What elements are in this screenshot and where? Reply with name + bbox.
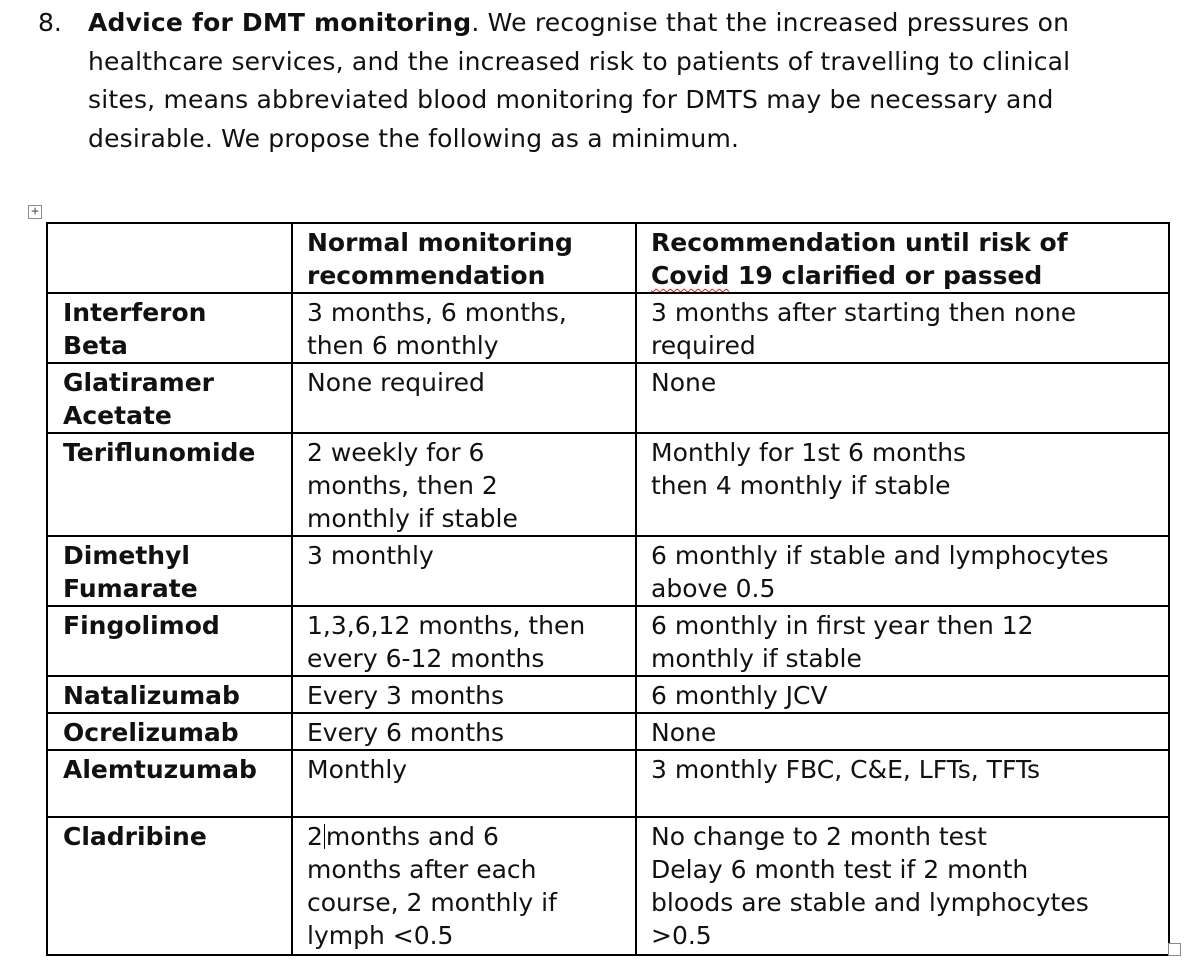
drug-name-line: Dimethyl bbox=[63, 541, 190, 570]
normal-monitoring-line: 3 monthly bbox=[307, 541, 434, 570]
table-resize-handle-icon[interactable] bbox=[1168, 943, 1181, 956]
normal-monitoring-cell[interactable] bbox=[292, 433, 636, 536]
header-covid-line-2 bbox=[651, 259, 1162, 292]
table-row bbox=[47, 713, 1169, 750]
covid-recommendation-cell[interactable] bbox=[636, 817, 1169, 955]
covid-recommendation-line: None bbox=[651, 368, 717, 397]
covid-recommendation-line: then 4 monthly if stable bbox=[651, 471, 951, 500]
table-row bbox=[47, 676, 1169, 713]
drug-name-cell[interactable] bbox=[47, 293, 292, 363]
normal-monitoring-line: course, 2 monthly if bbox=[307, 888, 557, 917]
covid-recommendation-cell[interactable] bbox=[636, 713, 1169, 750]
table-row bbox=[47, 750, 1169, 817]
drug-name-line: Fumarate bbox=[63, 574, 198, 603]
covid-recommendation-line: 6 monthly JCV bbox=[651, 681, 828, 710]
drug-name-line: Beta bbox=[63, 331, 128, 360]
header-normal-line-1: Normal monitoring bbox=[307, 228, 573, 257]
normal-first-suffix: months and 6 bbox=[325, 822, 499, 851]
table-move-handle-icon[interactable]: + bbox=[28, 205, 42, 219]
covid-recommendation-line: bloods are stable and lymphocytes bbox=[651, 888, 1089, 917]
paragraph-line-3: sites, means abbreviated blood monitoring for DMTS may be necessary and bbox=[88, 85, 1054, 114]
covid-recommendation-cell[interactable] bbox=[636, 750, 1169, 817]
drug-name-cell[interactable] bbox=[47, 713, 292, 750]
normal-monitoring-line: 2 weekly for 6 bbox=[307, 438, 485, 467]
table-row bbox=[47, 293, 1169, 363]
spellcheck-covid-word: Covid bbox=[651, 261, 730, 290]
drug-name-line: Acetate bbox=[63, 401, 172, 430]
covid-recommendation-line: >0.5 bbox=[651, 921, 712, 950]
drug-name-line: Natalizumab bbox=[63, 681, 240, 710]
normal-first-prefix: 2 bbox=[307, 822, 323, 851]
section-paragraph bbox=[88, 4, 1168, 158]
covid-recommendation-line: above 0.5 bbox=[651, 574, 776, 603]
covid-recommendation-line: Delay 6 month test if 2 month bbox=[651, 855, 1029, 884]
covid-recommendation-cell[interactable] bbox=[636, 536, 1169, 606]
table-row bbox=[47, 817, 1169, 955]
header-normal-line-2: recommendation bbox=[307, 261, 546, 290]
normal-monitoring-line: Monthly bbox=[307, 755, 408, 784]
normal-monitoring-line: monthly if stable bbox=[307, 504, 518, 533]
covid-recommendation-line: 6 monthly if stable and lymphocytes bbox=[651, 541, 1109, 570]
section-number: 8. bbox=[38, 8, 62, 37]
drug-name-cell[interactable] bbox=[47, 750, 292, 817]
drug-name-line: Teriflunomide bbox=[63, 438, 256, 467]
normal-monitoring-cell[interactable] bbox=[292, 676, 636, 713]
normal-monitoring-line: 1,3,6,12 months, then bbox=[307, 611, 586, 640]
drug-name-cell[interactable] bbox=[47, 817, 292, 955]
covid-recommendation-line: 3 monthly FBC, C&E, LFTs, TFTs bbox=[651, 755, 1041, 784]
header-covid-line-1: Recommendation until risk of bbox=[651, 228, 1068, 257]
heading-suffix: . bbox=[471, 8, 480, 37]
paragraph-line-2: healthcare services, and the increased risk to patients of travelling to clinical bbox=[88, 46, 1071, 76]
normal-monitoring-line: 3 months, 6 months, bbox=[307, 298, 567, 327]
normal-monitoring-cell[interactable] bbox=[292, 606, 636, 676]
drug-name-cell[interactable] bbox=[47, 536, 292, 606]
dmt-monitoring-table bbox=[46, 222, 1170, 956]
drug-name-line: Interferon bbox=[63, 298, 207, 327]
header-covid-line-2-rest: 19 clarified or passed bbox=[729, 261, 1043, 290]
section-heading: Advice for DMT monitoring bbox=[88, 8, 472, 37]
normal-monitoring-line: every 6-12 months bbox=[307, 644, 545, 673]
header-cell-empty[interactable] bbox=[47, 223, 292, 293]
covid-recommendation-cell[interactable] bbox=[636, 293, 1169, 363]
paragraph-line-1 bbox=[88, 4, 1168, 43]
covid-recommendation-line: No change to 2 month test bbox=[651, 822, 987, 851]
normal-monitoring-cell[interactable] bbox=[292, 817, 636, 955]
covid-recommendation-cell[interactable] bbox=[636, 363, 1169, 433]
covid-recommendation-cell[interactable] bbox=[636, 606, 1169, 676]
table-row bbox=[47, 606, 1169, 676]
normal-monitoring-line: Every 6 months bbox=[307, 718, 505, 747]
table-header-row bbox=[47, 223, 1169, 293]
normal-monitoring-line: then 6 monthly bbox=[307, 331, 499, 360]
paragraph-text-1: We recognise that the increased pressures on bbox=[479, 8, 1070, 37]
paragraph-line-4: desirable. We propose the following as a minimum. bbox=[88, 123, 740, 153]
normal-monitoring-line: lymph <0.5 bbox=[307, 921, 454, 950]
table-row bbox=[47, 536, 1169, 606]
drug-name-line: Glatiramer bbox=[63, 368, 215, 397]
normal-monitoring-line: months after each bbox=[307, 855, 537, 884]
normal-monitoring-cell[interactable] bbox=[292, 713, 636, 750]
header-covid-recommendation[interactable] bbox=[636, 223, 1169, 293]
header-normal-monitoring[interactable] bbox=[292, 223, 636, 293]
covid-recommendation-line: 3 months after starting then none bbox=[651, 298, 1077, 327]
normal-monitoring-cell[interactable] bbox=[292, 536, 636, 606]
covid-recommendation-line: Monthly for 1st 6 months bbox=[651, 438, 967, 467]
normal-monitoring-line: months, then 2 bbox=[307, 471, 498, 500]
covid-recommendation-cell[interactable] bbox=[636, 676, 1169, 713]
covid-recommendation-cell[interactable] bbox=[636, 433, 1169, 536]
drug-name-line: Cladribine bbox=[63, 822, 207, 851]
normal-monitoring-line bbox=[307, 820, 629, 853]
drug-name-cell[interactable] bbox=[47, 363, 292, 433]
drug-name-cell[interactable] bbox=[47, 433, 292, 536]
normal-monitoring-cell[interactable] bbox=[292, 363, 636, 433]
covid-recommendation-line: monthly if stable bbox=[651, 644, 862, 673]
normal-monitoring-line: None required bbox=[307, 368, 485, 397]
drug-name-line: Fingolimod bbox=[63, 611, 220, 640]
table-row bbox=[47, 363, 1169, 433]
drug-name-cell[interactable] bbox=[47, 676, 292, 713]
covid-recommendation-line: 6 monthly in first year then 12 bbox=[651, 611, 1034, 640]
normal-monitoring-line: Every 3 months bbox=[307, 681, 505, 710]
table-row bbox=[47, 433, 1169, 536]
drug-name-cell[interactable] bbox=[47, 606, 292, 676]
covid-recommendation-line: required bbox=[651, 331, 756, 360]
drug-name-line: Ocrelizumab bbox=[63, 718, 239, 747]
covid-recommendation-line: None bbox=[651, 718, 717, 747]
normal-monitoring-cell[interactable] bbox=[292, 750, 636, 817]
drug-name-line: Alemtuzumab bbox=[63, 755, 257, 784]
text-cursor-icon bbox=[324, 824, 325, 849]
normal-monitoring-cell[interactable] bbox=[292, 293, 636, 363]
